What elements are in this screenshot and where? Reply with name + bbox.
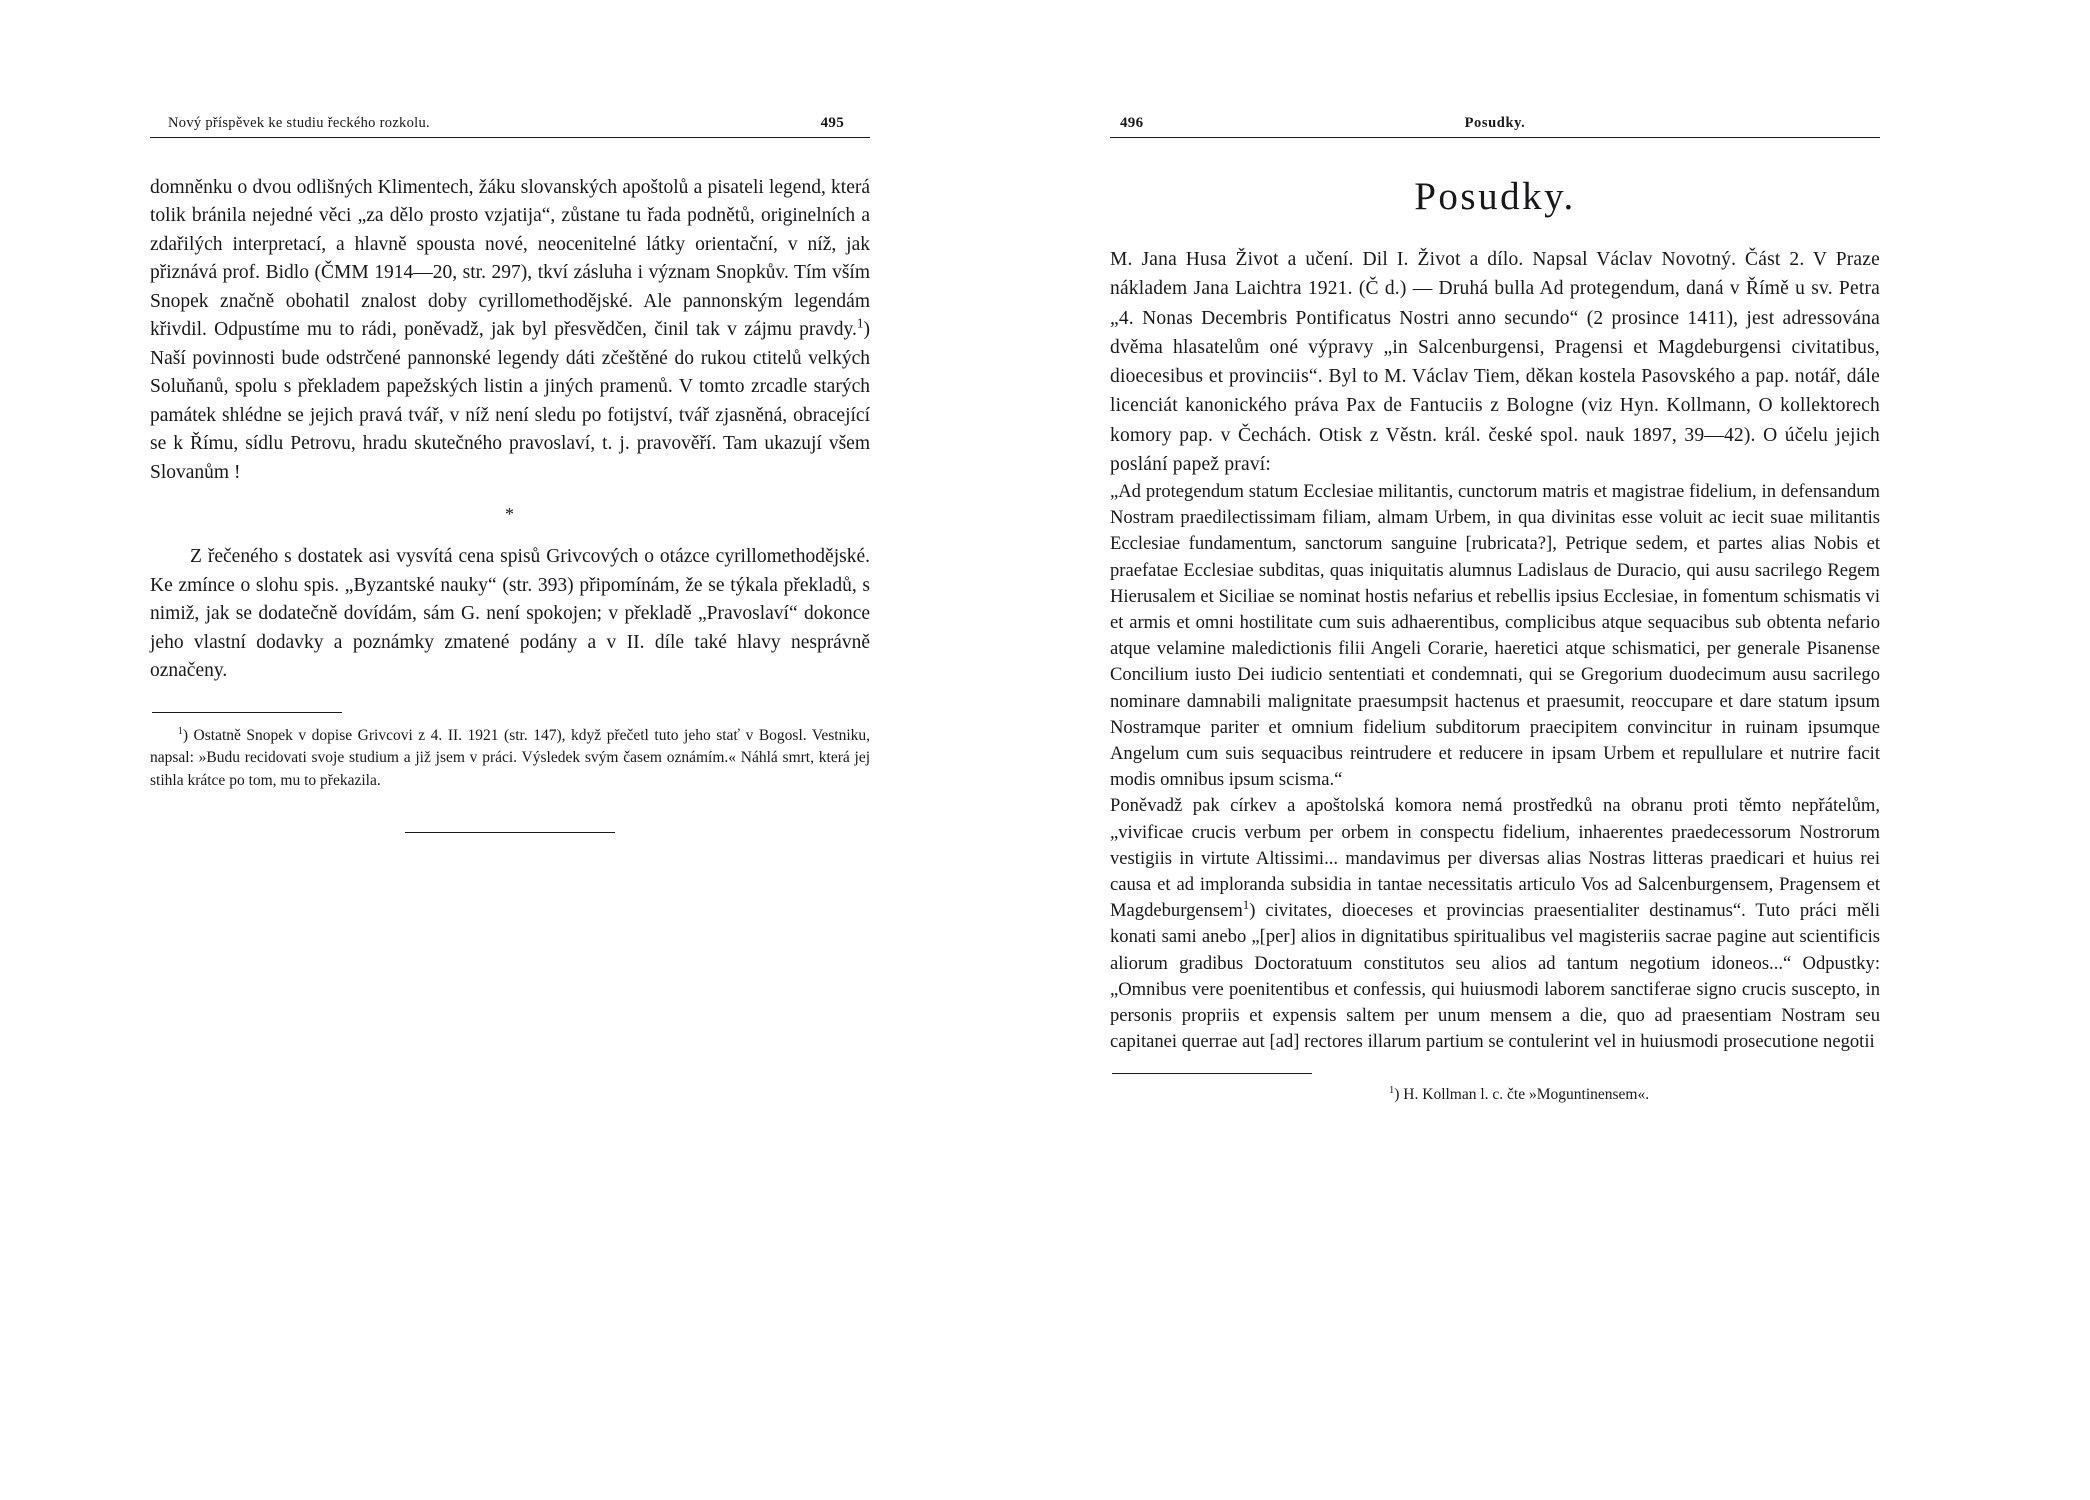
right-footnote-rule [1112, 1073, 1312, 1074]
left-footnote-indent [150, 727, 178, 744]
latin-quote: „Ad protegendum statum Ecclesiae militantis, cunctorum matris et magistrae fidelium, in defensandum Nostram praedilectissimam filiam, almam Urbem, in qua divinitas esse voluit ac iecit suae militantis Ecclesiae fundamentum, sanctorum sanguine [rubricata?], Petrique sedem, et partes alias Nobis et praefatae Ecclesiae subditas, quas iniquitatis alumnus Ladislaus de Duracio, qui ausu sacrilego Regem Hierusalem et Siciliae se nominat hostis nefarius et rebellis ipsius Ecclesiae, in fomentum schismatis vi et armis et omni hostilitate cum suis adhaerentibus, complicibus atque sequacibus sub obtenta nefario atque velamine maledictionis filii Angeli Corarie, haeretici atque schismatici, per generale Pisanense Concilium iusto Dei iudicio sententiati et condemnati, qui se Gregorium duodecimum ausu sacrilego nominare damnabili malignitate praesumpsit hactenus et praesumit, reoccupare et dare statum ipsum Nostramque pariter et omnium fidelium subditorum praecipitem convincitur in ruinam ipsumque Angelum cum suis sequacibus reintrudere et reducere in ipsam Urbem et repullulare et nutrire facit modis omnibus ipsum scisma.“ [1110, 481, 1880, 791]
right-running-head [1110, 110, 1880, 138]
right-paragraph-after-quote [1110, 793, 1880, 1055]
right-body-text [1110, 479, 1880, 1055]
right-page-number: 496 [1120, 115, 1144, 131]
footnote-marker-1: 1 [856, 315, 864, 331]
left-page-number: 495 [820, 115, 844, 131]
right-running-head-title: Posudky. [1464, 115, 1526, 131]
right-after-quote-text: Poněvadž pak církev a apoštolská komora nemá prostředků na obranu proti těmto nepřátelům, „vivificae crucis verbum per orbem in conspectu fidelium, inhaerentes praedecessorum Nostrorum vestigiis in virtute Altissimi... mandavimus per diversas alias Nostras litteras praedicari et huius rei causa et ad imploranda subsidia in tantae necessitatis articulo Vos ad Salcenburgensem, Pragensem et Magdeburgensem [1110, 795, 1880, 922]
left-footnote-text: ) Ostatně Snopek v dopise Grivcovi z 4. II. 1921 (str. 147), když přečetl tuto jeho stať v Bogosl. Vestniku, napsal: »Budu recidovati svoje studium a již jsem v práci. Výsledek svým časem oznámím.« Náhlá smrt, která jej stihla krátce po tom, mu to překazila. [150, 726, 871, 789]
right-after-quote-continued: ) civitates, dioeceses et provincias praesentialiter destinamus“. Tuto práci měli konati sami anebo „[per] alios in dignitatibus spiritualibus vel magisteriis sacrae pagine aut scientificis aliorum gradibus Doctoratuum constitutos seu alios ad tantum negotium idoneos...“ Odpustky: „Omnibus vere poenitentibus et confessis, qui huiusmodi laborem sanctiferae signo crucis suscepto, in personis propriis et expensis saltem per unum mensem a die, quo ad praesentiam Nostram seu capitanei querrae aut [ad] rectores illarum partium se contulerint vel in huiusmodi prosecutione negotii [1110, 900, 1880, 1053]
left-body-text [150, 174, 870, 686]
bottom-rule [405, 832, 615, 833]
review-heading: M. Jana Husa Život a učení. Dil I. Život a dílo. Napsal Václav Novotný. Část 2. V Praze nákladem Jana Laichtra 1921. (Č d.) — Druhá bulla Ad protegendum, daná v Římě u sv. Petra „4. Nonas Decembris Pontificatus Nostri anno secundo“ (2 prosince 1411), jest adressována dvěma hlasatelům oné výpravy „in Salcenburgensi, Pragensi et Magdeburgensi civitatibus, dioecesibus et provinciis“. Byl to M. Václav Tiem, děkan kostela Pasovského a pap. notář, dále licenciát kanonického práva Pax de Fantuciis z Bologne (viz Hyn. Kollmann, O kollektorech komory pap. v Čechách. Otisk z Věstn. král. české spol. nauk 1897, 39—42). O účelu jejich poslání papež praví: [1110, 249, 1880, 475]
right-footnote-text: ) H. Kollman l. c. čte »Moguntinensem«. [1394, 1086, 1650, 1104]
footnote-rule [152, 712, 342, 713]
right-footnote-marker-inline: 1 [1242, 898, 1250, 913]
left-paragraph-1-text: domněnku o dvou odlišných Klimentech, žáku slovanských apoštolů a pisateli legend, která tolik bránila nejedné věci „za dělo prosto vzjatija“, zůstane tu řada podnětů, originelních a zdařilých interpretací, a hlavně spousta nové, neocenitelné látky orientační, v níž, jak přiznává prof. Bidlo (ČMM 1914—20, str. 297), tkví zásluha i význam Snopkův. Tím vším Snopek značně obohatil znalost doby cyrillomethodějské. Ale pannonským legendám křivdil. Odpustíme mu to rádi, poněvadž, jak byl přesvědčen, činil tak v zájmu pravdy. [150, 177, 870, 341]
left-running-head [150, 110, 870, 138]
right-footnote-indent [1110, 1086, 1389, 1103]
left-running-head-title: Nový příspěvek ke studiu řeckého rozkolu. [168, 115, 430, 131]
section-title: Posudky. [1414, 175, 1576, 218]
left-paragraph-1-continued: ) Naší povinnosti bude odstrčené pannonské legendy dáti zčeštěné do rukou ctitelů velkých Soluňanů, spolu s překladem papežských listin a jiných pramenů. V tomto zrcadle starých památek shlédne se jejich pravá tvář, v níž není sledu po fotijství, tvář zjasněná, obracející se k Římu, sídlu Petrovu, hradu skutečného pravoslaví, t. j. pravověří. Tam ukazují všem Slovanům ! [150, 319, 870, 483]
left-footnote-marker: 1 [177, 725, 183, 737]
left-paragraph-1 [150, 174, 870, 487]
right-page [1110, 110, 1880, 1500]
left-page [150, 110, 920, 1500]
left-paragraph-2: Z řečeného s dostatek asi vysvítá cena spisů Grivcových o otázce cyrillomethodějské. Ke zmínce o slohu spis. „Byzantské nauky“ (str. 393) připomínám, že se týkala překladů, s nimiž, jak se dodatečně dovídám, sám G. není spokojen; v překladě „Pravoslaví“ dokonce jeho vlastní dodavky a poznámky zmatené podány a v II. díle také hlavy nesprávně označeny. [150, 546, 870, 682]
asterisk-divider: * [505, 504, 515, 525]
left-footnote [150, 725, 870, 792]
right-footnote-marker: 1 [1389, 1085, 1395, 1097]
right-footnote [1110, 1084, 1880, 1106]
